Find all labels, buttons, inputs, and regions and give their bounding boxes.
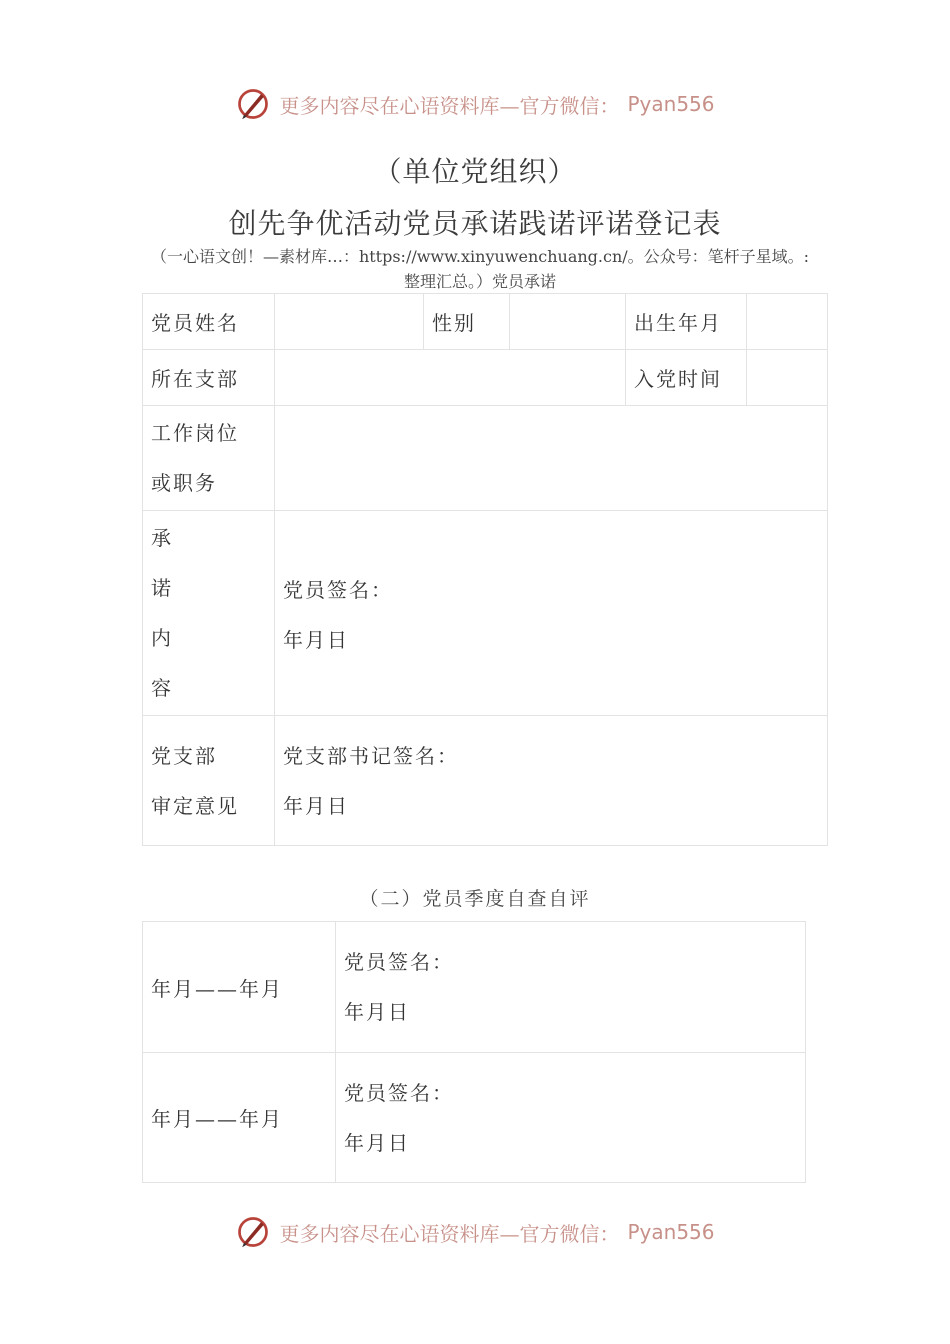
member-name-label: 党员姓名: [151, 311, 239, 335]
watermark-header: [0, 82, 950, 126]
period-cell: [142, 921, 336, 1053]
member-signature-date: 年月日: [344, 1000, 410, 1024]
gender-value-cell[interactable]: [509, 293, 626, 350]
branch-value-cell[interactable]: [274, 349, 626, 406]
promise-char: 内: [151, 626, 173, 650]
secretary-signature-date: 年月日: [283, 793, 349, 818]
document-title: 创先争优活动党员承诺践诺评诺登记表: [228, 207, 722, 240]
member-signature-label: 党员签名：: [344, 1080, 454, 1105]
period-cell: [142, 1052, 336, 1183]
secretary-signature-label: 党支部书记签名：: [283, 743, 459, 768]
member-signature-label: 党员签名：: [344, 950, 454, 974]
self-review-content-cell[interactable]: [335, 921, 806, 1053]
branch-label: 所在支部: [151, 367, 239, 391]
review-label-cell: [142, 715, 275, 846]
member-signature-date: 年月日: [344, 1130, 410, 1155]
watermark-wechat-id: Pyan556: [627, 1220, 715, 1244]
watermark-wechat-id: Pyan556: [627, 92, 715, 116]
member-name-value-cell[interactable]: [274, 293, 424, 350]
period-label: 年月——年月: [151, 1107, 283, 1131]
document-subtitle: （一心语文创！—素材库…：https://www.xinyuwenchuang.cn/。公众号：笔杆子星域。:整理汇总。）党员承诺: [150, 247, 810, 291]
join-date-label: 入党时间: [634, 367, 722, 391]
pen-logo-icon: [235, 1214, 271, 1250]
post-label-cell: [142, 405, 275, 511]
birth-label-cell: [625, 293, 747, 350]
watermark-text: 更多内容尽在心语资料库—官方微信：: [279, 1221, 620, 1246]
join-date-label-cell: [625, 349, 747, 406]
review-content-cell[interactable]: [274, 715, 828, 846]
self-review-content-cell[interactable]: [335, 1052, 806, 1183]
member-signature-date: 年月日: [283, 628, 349, 652]
review-label-line2: 审定意见: [151, 793, 239, 818]
gender-label: 性别: [432, 311, 476, 335]
document-title-org: （单位党组织）: [373, 155, 577, 188]
member-signature-label: 党员签名：: [283, 578, 393, 602]
post-value-cell[interactable]: [274, 405, 828, 511]
branch-label-cell: [142, 349, 275, 406]
gender-label-cell: [423, 293, 510, 350]
pen-logo-icon: [235, 86, 271, 122]
join-date-value-cell[interactable]: [746, 349, 828, 406]
promise-char: 承: [151, 526, 173, 550]
promise-content-cell[interactable]: [274, 510, 828, 716]
section-heading-self-review: （二）党员季度自查自评: [359, 888, 591, 910]
birth-label: 出生年月: [634, 311, 722, 335]
post-label-line1: 工作岗位: [151, 421, 239, 445]
watermark-footer: [0, 1210, 950, 1254]
birth-value-cell[interactable]: [746, 293, 828, 350]
promise-char: 诺: [151, 576, 173, 600]
watermark-text: 更多内容尽在心语资料库—官方微信：: [279, 93, 620, 118]
post-label-line2: 或职务: [151, 471, 217, 495]
member-name-label-cell: [142, 293, 275, 350]
promise-char: 容: [151, 676, 173, 700]
period-label: 年月——年月: [151, 976, 283, 1001]
promise-content-label-cell: [142, 510, 275, 716]
review-label-line1: 党支部: [151, 743, 217, 768]
